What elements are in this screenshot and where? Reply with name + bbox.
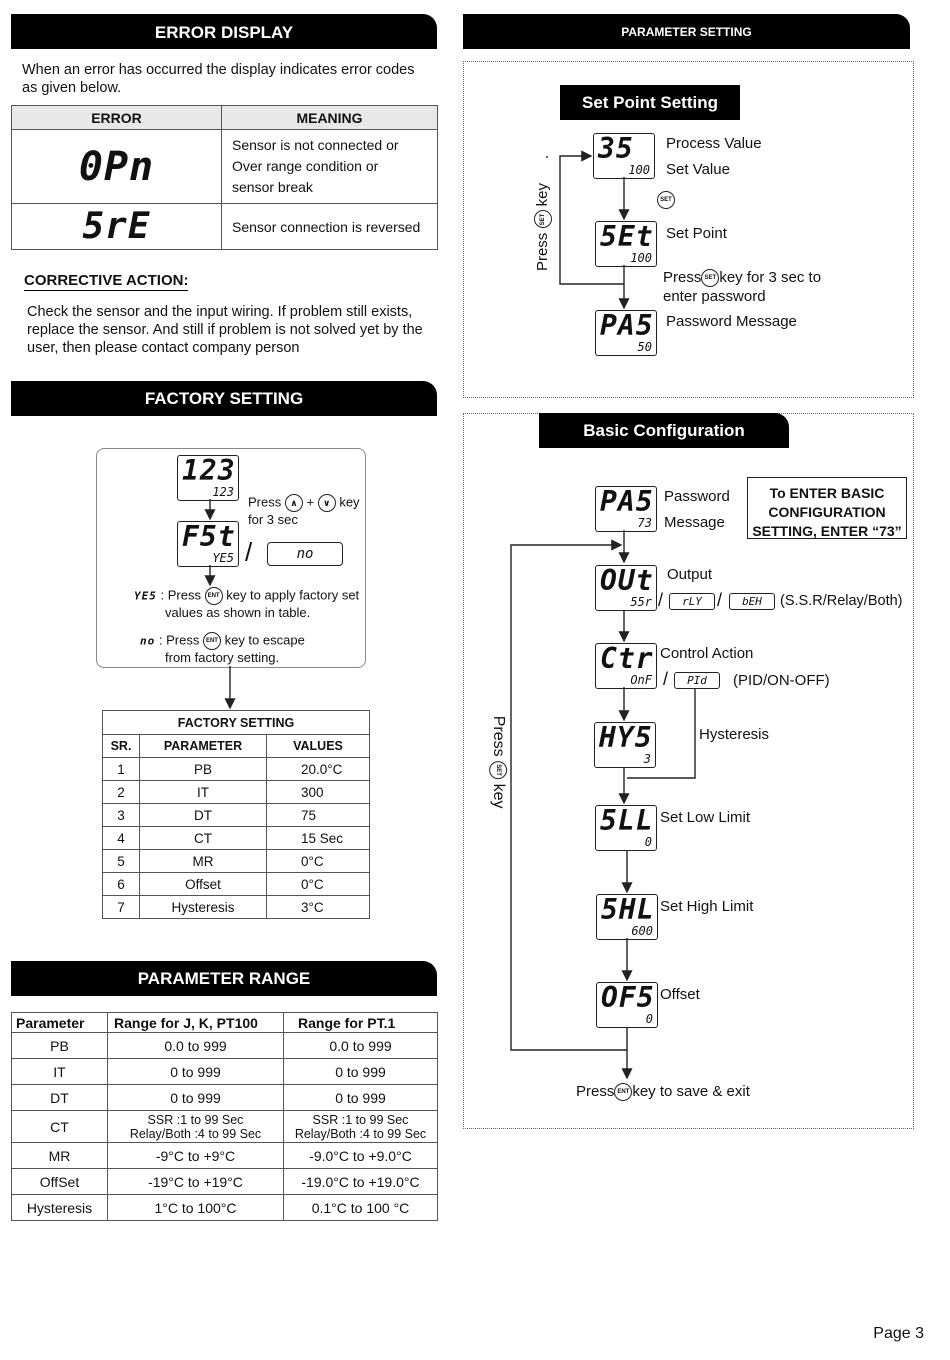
ent-key-icon: ENT — [614, 1083, 632, 1101]
display-small-text: 0 — [644, 835, 652, 849]
parameter-header: PARAMETER — [140, 735, 267, 758]
parameter-cell: MR — [140, 850, 267, 873]
no-text: key to escape — [224, 632, 305, 648]
display-small-text: 73 — [637, 516, 652, 530]
sr-cell: 2 — [103, 781, 140, 804]
display-small-text: 600 — [631, 924, 653, 938]
display-small-text: 100 — [628, 163, 650, 177]
value-cell: 75 — [267, 804, 370, 827]
display-small-text: 50 — [637, 340, 652, 354]
password-message-label: Password Message — [666, 313, 797, 330]
range-parameter-cell: IT — [12, 1059, 108, 1085]
key-text: key — [489, 783, 507, 809]
display-small-text: 3 — [643, 752, 651, 766]
range-col-jk: Range for J, K, PT100 — [108, 1013, 284, 1033]
display-big-text: F5t — [182, 520, 236, 553]
parameter-range-title: PARAMETER RANGE — [137, 969, 311, 988]
no-code: no — [140, 634, 156, 648]
display-small-text: 0 — [645, 1012, 653, 1026]
yes-code: YE5 — [134, 589, 157, 603]
enter-password-text: enter password — [663, 288, 766, 306]
range-jk-cell: 0 to 999 — [108, 1085, 284, 1111]
down-arrow-key-icon: ∨ — [318, 494, 336, 512]
meaning-line: Over range condition or — [232, 158, 379, 174]
display-big-text: PA5 — [600, 309, 654, 342]
set-point-setting-title: Set Point Setting — [582, 93, 718, 112]
factory-table-title: FACTORY SETTING — [103, 711, 370, 735]
password-label: Password — [664, 488, 730, 505]
range-parameter-cell: CT — [12, 1111, 108, 1143]
value-cell: 3°C — [267, 896, 370, 919]
parameter-setting-title: PARAMETER SETTING — [621, 25, 752, 39]
note-line: To ENTER BASIC — [769, 485, 885, 501]
slash-separator: / — [245, 537, 253, 567]
set-key-icon: SET — [489, 761, 507, 779]
error-intro: When an error has occurred the display indicates error codes as given below. — [22, 62, 415, 96]
display-big-text: 5HL — [601, 893, 655, 926]
set-value-label: Set Value — [666, 161, 730, 178]
sr-cell: 3 — [103, 804, 140, 827]
range-pt1-cell: -19.0°C to +19.0°C — [284, 1169, 438, 1195]
range-pt1-cell: 0 to 999 — [284, 1085, 438, 1111]
error-col-header: ERROR — [12, 106, 222, 130]
no-option-chip: no — [267, 542, 343, 566]
range-pt1-cell: 0 to 999 — [284, 1059, 438, 1085]
value-cell: 0°C — [267, 850, 370, 873]
slash-separator: / — [717, 590, 723, 610]
range-parameter-cell: PB — [12, 1033, 108, 1059]
save-exit-text: key to save & exit — [632, 1083, 750, 1100]
key-text: key — [339, 494, 360, 510]
set-key-icon: SET — [657, 191, 675, 209]
error-display-title: ERROR DISPLAY — [154, 23, 294, 42]
value-cell: 20.0°C — [267, 758, 370, 781]
range-line: Relay/Both :4 to 99 Sec — [129, 1126, 262, 1141]
press-text: Press — [533, 232, 551, 272]
range-jk-cell: 1°C to 100°C — [108, 1195, 284, 1221]
range-pt1-cell: 0.1°C to 100 °C — [284, 1195, 438, 1221]
basic-config-title: Basic Configuration — [583, 421, 745, 440]
slash-separator: / — [658, 590, 664, 610]
key-text: key — [533, 183, 551, 207]
value-cell: 300 — [267, 781, 370, 804]
set-point-label: Set Point — [666, 225, 727, 242]
page-number: Page 3 — [873, 1325, 924, 1342]
sr-header: SR. — [103, 735, 140, 758]
press-text: Press — [576, 1083, 615, 1100]
range-jk-cell: 0 to 999 — [108, 1059, 284, 1085]
meaning-col-header: MEANING — [222, 106, 438, 130]
press-text: : Press — [160, 587, 201, 603]
range-col-parameter: Parameter — [12, 1013, 108, 1033]
control-action-label: Control Action — [660, 645, 754, 662]
yes-text-line2: values as shown in table. — [165, 605, 311, 620]
corrective-action-text: Check the sensor and the input wiring. If problem still exists, replace the sensor. And still if problem is not solved yet by the user, then please contact company person — [27, 304, 423, 356]
corrective-action-title: CORRECTIVE ACTION: — [24, 272, 189, 289]
parameter-cell: PB — [140, 758, 267, 781]
parameter-cell: DT — [140, 804, 267, 827]
note-line: SETTING, ENTER “73” — [752, 523, 902, 539]
parameter-cell: CT — [140, 827, 267, 850]
press-text: Press — [489, 715, 507, 757]
output-label: Output — [667, 566, 713, 583]
error-code-opn: 0Pn — [78, 143, 155, 190]
meaning-line: Sensor is not connected or — [232, 137, 399, 153]
message-label: Message — [664, 514, 725, 531]
factory-setting-title: FACTORY SETTING — [144, 389, 304, 408]
offset-label: Offset — [660, 986, 700, 1003]
ent-key-icon: ENT — [203, 632, 221, 650]
sr-cell: 4 — [103, 827, 140, 850]
press-3sec-text: key for 3 sec to — [719, 269, 822, 286]
relay-option-chip: rLY — [669, 593, 715, 610]
display-big-text: 5Et — [600, 220, 654, 253]
up-arrow-key-icon: ∧ — [285, 494, 303, 512]
value-cell: 15 Sec — [267, 827, 370, 850]
display-big-text: HY5 — [599, 721, 653, 754]
display-small-text: 100 — [630, 251, 652, 265]
press-text: Press — [663, 269, 702, 286]
display-big-text: OUt — [600, 564, 654, 597]
display-small-text: 55r — [630, 595, 652, 609]
range-parameter-cell: OffSet — [12, 1169, 108, 1195]
range-parameter-cell: MR — [12, 1143, 108, 1169]
display-big-text: 35 — [598, 132, 634, 165]
parameter-cell: Offset — [140, 873, 267, 896]
display-small-text: 123 — [212, 485, 234, 499]
meaning-line: sensor break — [232, 179, 313, 195]
plus-text: + — [306, 494, 315, 510]
parameter-cell: Hysteresis — [140, 896, 267, 919]
range-col-pt1: Range for PT.1 — [284, 1013, 438, 1033]
sr-cell: 7 — [103, 896, 140, 919]
set-low-limit-label: Set Low Limit — [660, 809, 751, 826]
display-big-text: OF5 — [601, 981, 655, 1014]
display-big-text: 5LL — [600, 804, 654, 837]
range-pt1-cell: -9.0°C to +9.0°C — [284, 1143, 438, 1169]
range-jk-cell: -19°C to +19°C — [108, 1169, 284, 1195]
press-text: Press — [248, 494, 282, 510]
meaning-line: Sensor connection is reversed — [232, 218, 421, 235]
set-high-limit-label: Set High Limit — [660, 898, 754, 915]
sr-cell: 1 — [103, 758, 140, 781]
error-code-sre: 5rE — [82, 206, 151, 247]
value-cell: 0°C — [267, 873, 370, 896]
pid-option-chip: PId — [674, 672, 720, 689]
yes-text: key to apply factory set — [226, 587, 360, 603]
for-3-sec-text: for 3 sec — [248, 512, 298, 527]
no-text-line2: from factory setting. — [165, 650, 280, 665]
range-line: Relay/Both :4 to 99 Sec — [294, 1126, 427, 1141]
display-big-text: 123 — [182, 454, 236, 487]
sr-cell: 5 — [103, 850, 140, 873]
range-parameter-cell: DT — [12, 1085, 108, 1111]
sr-cell: 6 — [103, 873, 140, 896]
control-options-text: (PID/ON-OFF) — [733, 672, 830, 689]
range-line: SSR :1 to 99 Sec — [147, 1112, 244, 1127]
range-line: SSR :1 to 99 Sec — [312, 1112, 409, 1127]
range-parameter-cell: Hysteresis — [12, 1195, 108, 1221]
press-text: : Press — [158, 632, 200, 648]
display-big-text: Ctr — [600, 642, 654, 675]
range-jk-cell: -9°C to +9°C — [108, 1143, 284, 1169]
ent-key-icon: ENT — [205, 587, 223, 605]
display-small-text: OnF — [630, 673, 652, 687]
display-big-text: PA5 — [600, 485, 654, 518]
output-options-text: (S.S.R/Relay/Both) — [780, 593, 903, 609]
parameter-cell: IT — [140, 781, 267, 804]
both-option-chip: bEH — [729, 593, 775, 610]
values-header: VALUES — [267, 735, 370, 758]
range-jk-cell: 0.0 to 999 — [108, 1033, 284, 1059]
display-small-text: YE5 — [212, 551, 234, 565]
range-pt1-cell: 0.0 to 999 — [284, 1033, 438, 1059]
slash-separator: / — [663, 669, 669, 689]
note-line: CONFIGURATION — [768, 504, 886, 520]
process-value-label: Process Value — [666, 135, 762, 152]
set-key-icon: SET — [701, 269, 719, 287]
hysteresis-label: Hysteresis — [699, 726, 770, 743]
set-key-icon: SET — [534, 211, 552, 229]
